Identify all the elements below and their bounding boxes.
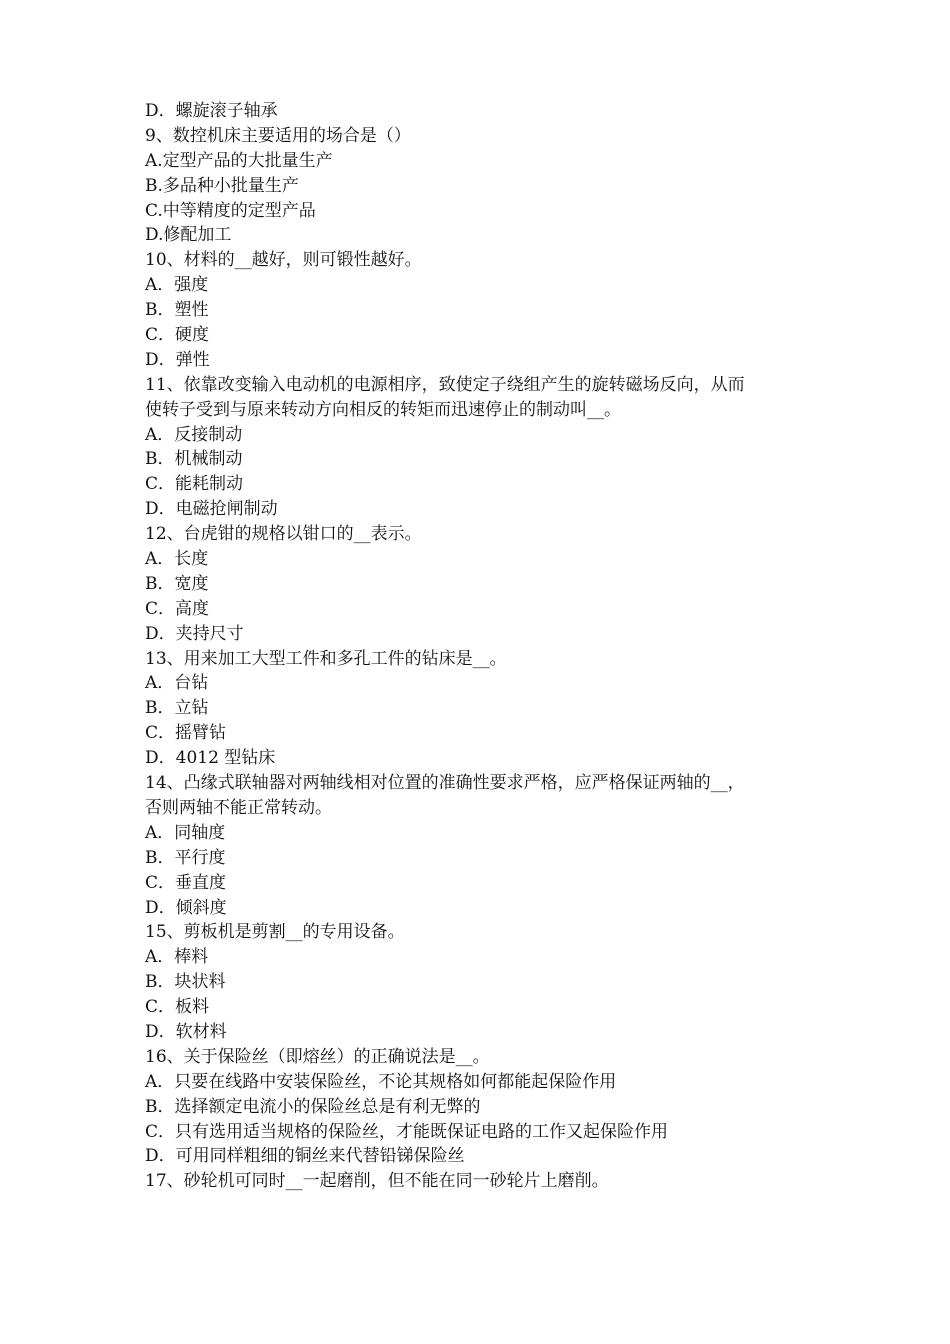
question-16: 16、关于保险丝（即熔丝）的正确说法是__。 (145, 1046, 490, 1067)
option-line: D．弹性 (145, 349, 210, 370)
option-line: B．机械制动 (145, 449, 243, 470)
option-line: C．能耗制动 (145, 474, 244, 495)
option-line: A．棒料 (145, 947, 209, 968)
option-line: D．夹持尺寸 (145, 623, 244, 644)
option-line: A．强度 (145, 275, 209, 296)
option-line: C．垂直度 (145, 872, 227, 893)
option-line: D．软材料 (145, 1021, 227, 1042)
question-11: 11、依靠改变输入电动机的电源相序，致使定子绕组产生的旋转磁场反向，从而 (145, 374, 745, 395)
option-line: B．立钻 (145, 698, 209, 719)
option-line: D．可用同样粗细的铜丝来代替铅锑保险丝 (145, 1146, 465, 1167)
question-12: 12、台虎钳的规格以钳口的__表示。 (145, 524, 422, 545)
option-line: B．塑性 (145, 300, 209, 321)
option-line: D.修配加工 (145, 225, 232, 246)
document-page (145, 99, 815, 1194)
option-line: A．反接制动 (145, 424, 243, 445)
option-line: B．宽度 (145, 573, 209, 594)
option-line: A．只要在线路中安装保险丝，不论其规格如何都能起保险作用 (145, 1071, 617, 1092)
option-line: C．高度 (145, 598, 210, 619)
option-line: C.中等精度的定型产品 (145, 200, 316, 221)
option-line: A．长度 (145, 549, 209, 570)
option-line: B．平行度 (145, 847, 226, 868)
option-line: A．同轴度 (145, 822, 226, 843)
text-line: D．螺旋滚子轴承 (145, 101, 278, 121)
question-10: 10、材料的__越好，则可锻性越好。 (145, 250, 422, 271)
option-line: D．4012 型钻床 (145, 748, 276, 769)
option-line: A．台钻 (145, 673, 209, 694)
question-14: 14、凸缘式联轴器对两轴线相对位置的准确性要求严格，应严格保证两轴的__， (145, 773, 745, 794)
question-9: 9、数控机床主要适用的场合是（） (145, 125, 411, 146)
question-15: 15、剪板机是剪割__的专用设备。 (145, 922, 405, 943)
option-line: C．硬度 (145, 325, 210, 346)
option-line: B．块状料 (145, 972, 226, 993)
option-line: C．摇臂钻 (145, 723, 227, 744)
option-line: A.定型产品的大批量生产 (145, 150, 333, 171)
option-line: C．板料 (145, 997, 210, 1018)
option-line: D．电磁抢闸制动 (145, 499, 278, 520)
option-line: B．选择额定电流小的保险丝总是有利无弊的 (145, 1096, 481, 1117)
question-11-cont: 使转子受到与原来转动方向相反的转矩而迅速停止的制动叫__。 (145, 399, 621, 420)
option-line: C．只有选用适当规格的保险丝，才能既保证电路的工作又起保险作用 (145, 1121, 669, 1142)
option-line: B.多品种小批量生产 (145, 175, 299, 196)
option-line: D．倾斜度 (145, 897, 227, 918)
question-17: 17、砂轮机可同时__一起磨削，但不能在同一砂轮片上磨削。 (145, 1171, 609, 1192)
question-14-cont: 否则两轴不能正常转动。 (145, 797, 332, 818)
question-13: 13、用来加工大型工件和多孔工件的钻床是__。 (145, 648, 507, 669)
